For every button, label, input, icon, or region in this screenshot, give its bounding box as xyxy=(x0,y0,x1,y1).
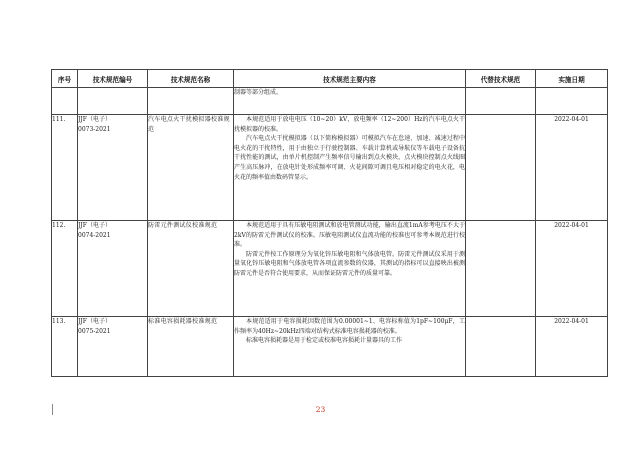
row-replaced-standard xyxy=(466,221,536,317)
content-paragraph: 本规范适用于放电电压（10~20）kV、放电频率（12~200）Hz的汽车电点火干扰模拟器的校准。 xyxy=(234,116,465,133)
page-number: 23 xyxy=(315,405,326,414)
row-code-line1: JJF（电子） xyxy=(78,116,111,123)
row-replaced-standard xyxy=(466,115,536,221)
row-replaced-standard xyxy=(466,317,536,377)
header-replaced-standard: 代替技术规范 xyxy=(466,70,536,88)
row-code-line2: 0074-2021 xyxy=(78,231,111,239)
row-code-line1: JJF（电子） xyxy=(78,222,111,229)
table-row xyxy=(52,317,608,377)
row-standard-name: 汽车电点火干扰模拟器校准规范 xyxy=(148,115,234,221)
row-implementation-date: 2022-04-01 xyxy=(536,115,608,221)
table-row xyxy=(52,221,608,317)
row-serial-number: 112. xyxy=(52,221,78,317)
table-row-continuation xyxy=(52,88,608,115)
row-implementation-date: 2022-04-01 xyxy=(536,221,608,317)
content-paragraph: 本规范适用于具有压敏电阻测试和放电管测试功能，输出直流1mA参考电压不大于2kV的防雷元件测试仪的校准。压敏电阻测试仪直流功能的校准也可参考本规范进行校准。 xyxy=(234,222,465,249)
header-standard-name: 技术规范名称 xyxy=(148,70,234,88)
row-standard-code xyxy=(78,221,148,317)
header-implementation-date: 实施日期 xyxy=(536,70,608,88)
content-paragraph: 本规范适用于电容损耗因数范围为0.00001~1、电容标称值为1pF~100μF，工作频率为40Hz~20kHz四端对结构式标准电容损耗器的校准。 xyxy=(234,318,465,335)
table-row xyxy=(52,115,608,221)
row-implementation-date: 2022-04-01 xyxy=(536,317,608,377)
row-standard-code xyxy=(78,115,148,221)
row-serial-number: 113. xyxy=(52,317,78,377)
row-main-content xyxy=(234,317,466,377)
standards-table xyxy=(51,69,608,377)
header-standard-code: 技术规范编号 xyxy=(78,70,148,88)
row-code-line2: 0073-2021 xyxy=(78,125,111,133)
content-paragraph: 防雷元件按工作原理分为氧化锌压敏电阻和气体放电管。防雷元件测试仪采用于测量氧化锌压敏电阻和气体放电管各项直流参数的仪器，其测试的指标可以直接映出被测防雷元件是否符合使用要求，从而保证防雷元件的质量可靠。 xyxy=(234,250,465,277)
row-code-line1: JJF（电子） xyxy=(78,318,111,325)
row-main-content xyxy=(234,221,466,317)
header-serial-number: 序号 xyxy=(52,70,78,88)
header-main-content: 技术规范主要内容 xyxy=(234,70,466,88)
content-paragraph: 汽车电点火干扰模拟器（以下简称模拟器）可模拟汽车在怠速、加速、减速过程中电火花的干扰特性，用于由独立于行驶控制器、车载计算机或导航仪等车载电子设备抗干扰性能的测试，由单片机控制产生频率信号输出到点火模块，点火模块控制点火线圈产生高压脉冲，在放电针处形成频率可调、火花间隙可调且电压相对稳定的电火花，电火花的频率值由数码管显示。 xyxy=(234,135,465,181)
row-serial-number: 111. xyxy=(52,115,78,221)
row-standard-name: 防雷元件测试仪校准规范 xyxy=(148,221,234,317)
row-standard-name: 标准电容损耗器校准规范 xyxy=(148,317,234,377)
continuation-text: 制器等部分组成。 xyxy=(234,88,466,115)
content-paragraph: 标准电容损耗器是用于检定或校准电容损耗计量器具的工作 xyxy=(246,337,403,345)
table-header-row xyxy=(52,70,608,88)
row-code-line2: 0075-2021 xyxy=(78,327,111,335)
row-main-content xyxy=(234,115,466,221)
row-standard-code xyxy=(78,317,148,377)
